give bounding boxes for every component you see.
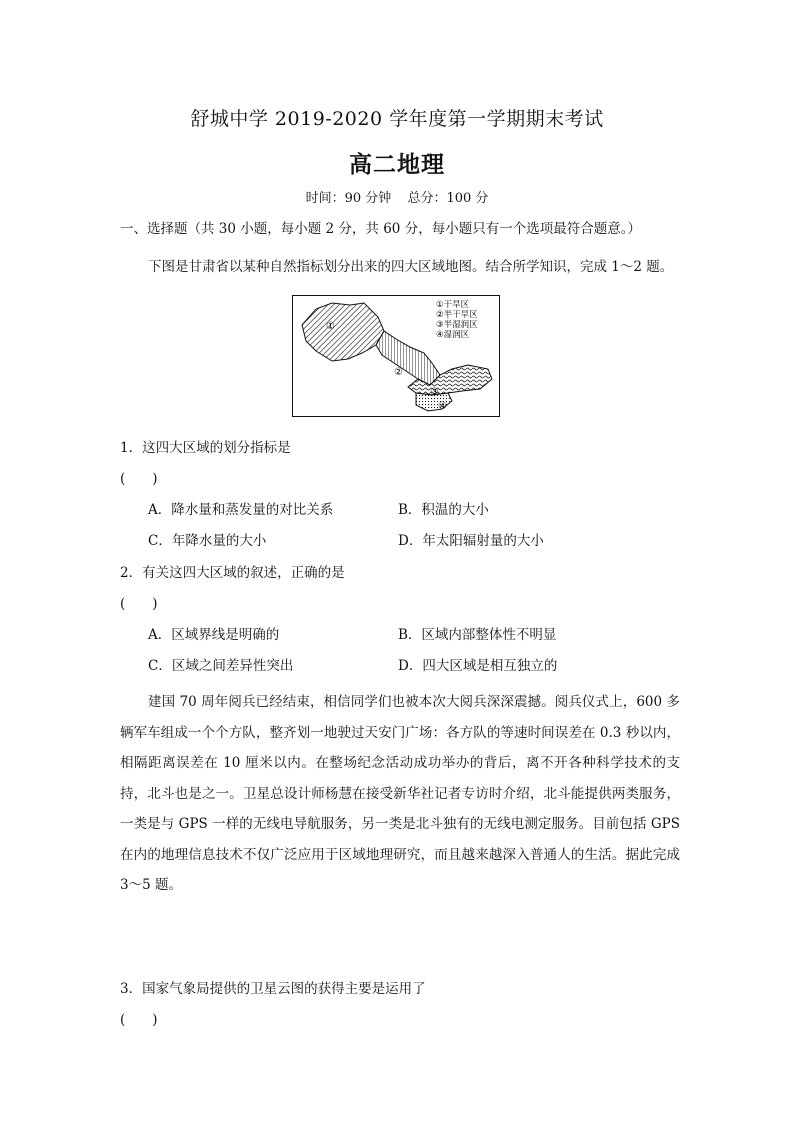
question-1-stem: 1．这四大区域的划分指标是 bbox=[120, 440, 291, 456]
exam-time: 时间：90 分钟 bbox=[305, 191, 392, 206]
question-2-option-c: C．区域之间差异性突出 bbox=[148, 658, 294, 674]
question-2-option-a: A．区域界线是明确的 bbox=[148, 627, 280, 643]
gansu-region-map bbox=[292, 295, 500, 417]
map-svg bbox=[292, 295, 500, 417]
question-1-answer-blank: ( ) bbox=[120, 471, 158, 487]
marker-1: ① bbox=[326, 321, 335, 332]
subject-title: 高二地理 bbox=[349, 151, 445, 178]
intro-text: 下图是甘肃省以某种自然指标划分出来的四大区域地图。结合所学知识，完成 1～2 题。 bbox=[148, 259, 674, 275]
question-1-option-c: C．年降水量的大小 bbox=[148, 533, 267, 549]
marker-2: ② bbox=[394, 367, 403, 378]
exam-title: 舒城中学 2019-2020 学年度第一学期期末考试 bbox=[190, 108, 604, 130]
exam-meta bbox=[0, 187, 794, 206]
legend-item-3: ③半湿润区 bbox=[436, 320, 478, 330]
exam-score: 总分：100 分 bbox=[407, 191, 489, 206]
question-2-answer-blank: ( ) bbox=[120, 596, 158, 612]
question-3-answer-blank: ( ) bbox=[120, 1012, 158, 1028]
question-1-option-d: D．年太阳辐射量的大小 bbox=[398, 533, 544, 549]
marker-4: ④ bbox=[438, 401, 447, 412]
question-2-option-d: D．四大区域是相互独立的 bbox=[398, 658, 558, 674]
legend-item-2: ②半干旱区 bbox=[436, 310, 478, 320]
section-heading: 一、选择题（共 30 小题，每小题 2 分，共 60 分，每小题只有一个选项最符合题意。） bbox=[120, 221, 641, 237]
question-1-option-b: B．积温的大小 bbox=[398, 502, 489, 518]
question-3-stem: 3．国家气象局提供的卫星云图的获得主要是运用了 bbox=[120, 981, 426, 997]
legend-item-1: ①干旱区 bbox=[436, 300, 470, 310]
marker-3: ③ bbox=[430, 387, 439, 398]
question-2-stem: 2．有关这四大区域的叙述，正确的是 bbox=[120, 565, 345, 581]
question-1-option-a: A．降水量和蒸发量的对比关系 bbox=[148, 502, 334, 518]
legend-item-4: ④湿润区 bbox=[436, 330, 470, 340]
question-2-option-b: B．区域内部整体性不明显 bbox=[398, 627, 557, 643]
reading-passage: 建国 70 周年阅兵已经结束，相信同学们也被本次大阅兵深深震撼。阅兵仪式上，600 多辆军车组成一个个方队，整齐划一地驶过天安门广场：各方队的等速时间误差在 0.3 秒以内，相隔距离误差在 10 厘米以内。在整场纪念活动成功举办的背后，离不开各种科学技术的支持，北斗也是之一。卫星总设计师杨慧在接受新华社记者专访时介绍，北斗能提供两类服务，一类是与 GPS 一样的无线电导航服务，另一类是北斗独有的无线电测定服务。目前包括 GPS 在内的地理信息技术不仅广泛应用于区域地理研究，而且越来越深入普通人的生活。据此完成 3～5 题。 bbox=[120, 694, 680, 893]
